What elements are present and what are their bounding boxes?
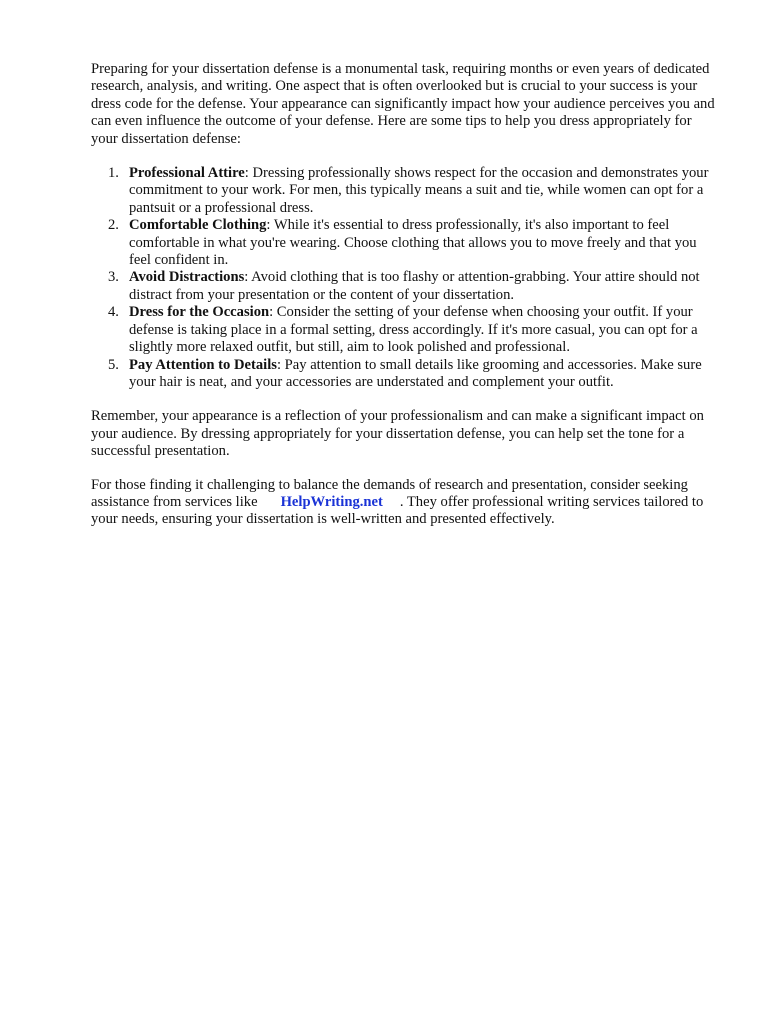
helpwriting-link[interactable]: HelpWriting.net [280, 493, 383, 510]
tip-term: Dress for the Occasion [129, 304, 270, 321]
list-item [108, 165, 716, 217]
closing-paragraph [91, 477, 716, 529]
closing-text-after: . They offer professional writing services tailored to your needs, ensuring your dissertation is well-written and presented effectively. [91, 493, 704, 528]
tip-text: : Avoid clothing that is too flashy or attention-grabbing. Your attire should not distract from your presentation or the content of your dissertation. [129, 269, 700, 303]
list-item [108, 269, 716, 304]
list-number: 4. [108, 304, 119, 321]
document-page [91, 61, 716, 529]
tip-term: Pay Attention to Details [129, 356, 277, 373]
tip-term: Professional Attire [129, 165, 245, 182]
tip-text: : While it's essential to dress professionally, it's also important to feel comfortable in what you're wearing. Choose clothing that allows you to move freely and that you feel confident in. [129, 217, 697, 269]
list-item [108, 356, 716, 392]
closing-text-before: For those finding it challenging to balance the demands of research and presentation, consider seeking assistance from services like [91, 476, 688, 510]
tip-text: : Consider the setting of your defense when choosing your outfit. If your defense is taking place in a formal setting, dress accordingly. If it's more casual, you can opt for a slightly more relaxed outfit, but still, aim to look polished and professional. [129, 304, 698, 356]
remember-paragraph: Remember, your appearance is a reflection of your professionalism and can make a significant impact on your audience. By dressing appropriately for your dissertation defense, you can help set the tone for a successful presentation. [91, 408, 704, 460]
tip-term: Avoid Distractions [129, 269, 245, 286]
list-number: 2. [108, 217, 119, 234]
tip-text: : Pay attention to small details like grooming and accessories. Make sure your hair is neat, and your accessories are understated and complement your outfit. [129, 356, 702, 390]
list-number: 3. [108, 269, 119, 286]
tip-term: Comfortable Clothing [129, 217, 267, 234]
tip-text: : Dressing professionally shows respect for the occasion and demonstrates your commitment to your work. For men, this typically means a suit and tie, while women can opt for a pantsuit or a professional dress. [129, 165, 709, 216]
tips-list [91, 165, 716, 391]
list-number: 5. [108, 356, 119, 373]
list-item [108, 217, 716, 269]
list-item [108, 304, 716, 356]
intro-paragraph: Preparing for your dissertation defense is a monumental task, requiring months or even years of dedicated research, analysis, and writing. One aspect that is often overlooked but is crucial to your success is your dress code for the defense. Your appearance can significantly impact how your audience perceives you and can even influence the outcome of your defense. Here are some tips to help you dress appropriately for your dissertation defense: [91, 61, 715, 147]
list-number: 1. [108, 165, 119, 182]
